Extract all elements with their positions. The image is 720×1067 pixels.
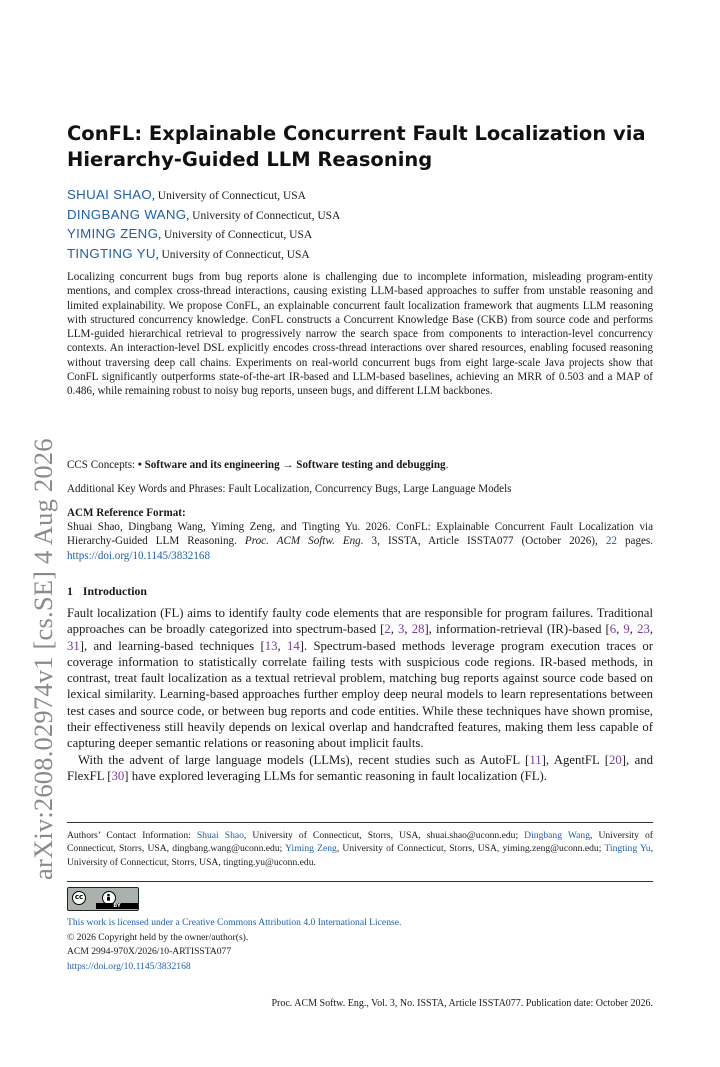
cc-icon: cc [72, 891, 86, 905]
doi-link[interactable]: https://doi.org/10.1145/3832168 [67, 549, 210, 562]
page-footer: Proc. ACM Softw. Eng., Vol. 3, No. ISSTA, Article ISSTA077. Publication date: October 2026. [271, 998, 653, 1009]
text-run: ] have explored leveraging LLMs for semantic reasoning in fault localization (FL). [124, 768, 547, 783]
author-list [67, 185, 653, 263]
text-run: ], AgentFL [ [541, 752, 609, 767]
section-title: Introduction [82, 584, 147, 598]
author-entry [67, 224, 653, 244]
author-entry [67, 185, 653, 205]
by-label: BY [96, 903, 138, 909]
text-run: , [616, 622, 624, 637]
introduction-paragraph-2 [67, 752, 653, 785]
author-name: SHUAI SHAO [67, 187, 153, 202]
text-run: , [629, 622, 638, 637]
citation-link[interactable]: 28 [411, 622, 425, 637]
text-run: , University of Connecticut, Storrs, USA, yiming.zeng@uconn.edu; [336, 843, 605, 855]
title-line-1: ConFL: Explainable Concurrent Fault Localization via [67, 122, 646, 145]
acm-id-line: ACM 2994-970X/2026/10-ARTISSTA077 [67, 946, 232, 957]
author-name: YIMING ZENG [67, 226, 159, 241]
author-affiliation: , University of Connecticut, USA [155, 248, 310, 261]
author-affiliation: , University of Connecticut, USA [186, 209, 341, 222]
creative-commons-badge[interactable] [67, 887, 139, 911]
author-link[interactable]: Dingbang Wang [524, 830, 591, 841]
author-link[interactable]: Tingting Yu [604, 843, 651, 855]
acm-reference-text-3: pages. [616, 535, 654, 548]
ccs-concept: Software and its engineering → Software testing and debugging [144, 459, 446, 471]
text-run: Fault localization (FL) aims to identify faulty code elements that are responsible for program failures. Traditional approaches can be broadly categorized into spectrum-based [ [67, 606, 653, 637]
text-run: , [649, 622, 653, 637]
text-run: , [277, 638, 287, 653]
citation-link[interactable]: 14 [286, 638, 300, 653]
license-rule [67, 881, 653, 882]
citation-link[interactable]: 2 [384, 622, 391, 637]
text-run: , [390, 622, 399, 637]
title-line-2: Hierarchy-Guided LLM Reasoning [67, 148, 433, 171]
paper-title [67, 121, 653, 173]
pages-link[interactable]: 22 [605, 535, 617, 548]
ccs-concepts [67, 458, 653, 472]
citation-link[interactable]: 30 [111, 768, 125, 783]
acm-reference-text: Shuai Shao, Dingbang Wang, Yiming Zeng, and Tingting Yu. 2026. ConFL: Explainable Concurrent Fault Localization via Hierarchy-Guided LLM Reasoning. [67, 521, 653, 548]
author-entry [67, 244, 653, 264]
author-affiliation: , University of Connecticut, USA [152, 190, 306, 202]
ccs-bullet: • [137, 459, 145, 471]
author-link[interactable]: Yiming Zeng [285, 843, 337, 855]
author-name: DINGBANG WANG [67, 206, 187, 222]
ccs-label: CCS Concepts: [67, 459, 138, 471]
text-run: , University of Connecticut, Storrs, USA, shuai.shao@uconn.edu; [243, 830, 525, 841]
keywords: Additional Key Words and Phrases: Fault Localization, Concurrency Bugs, Large Language Models [67, 483, 512, 495]
acm-reference-text-2: 3, ISSTA, Article ISSTA077 (October 2026), [363, 535, 606, 548]
text-run: ]. Spectrum-based methods leverage program execution traces or coverage information to statistically correlate failing tests with suspicious code regions. IR-based methods, in contrast, treat fault localization as a textual retrieval problem, matching bug reports against source code based on lexical similarity. Learning-based approaches further employ deep neural models to learn representations between test cases and source code, or between bug reports and code entities. While these techniques have shown promise, their effectiveness still heavily depends on lexical overlap and handcrafted features, making them less capable of capturing deeper semantic relations or reasoning about implicit faults. [67, 638, 653, 751]
text-run: ], information-retrieval (IR)-based [ [424, 622, 610, 637]
introduction-body [67, 605, 653, 784]
text-run: , University of Connecticut, Storrs, USA, tingting.yu@uconn.edu. [67, 843, 654, 868]
text-run: With the advent of large language models (LLMs), recent studies such as AutoFL [ [78, 752, 530, 767]
citation-link[interactable]: 11 [529, 752, 542, 767]
introduction-paragraph-1 [67, 605, 653, 752]
section-number: 1 [67, 584, 73, 598]
citation-link[interactable]: 23 [637, 622, 650, 637]
citation-link[interactable]: 3 [398, 622, 405, 637]
arxiv-sidebar-stamp: arXiv:2608.02974v1 [cs.SE] 4 Aug 2026 [28, 438, 58, 880]
section-heading [67, 584, 147, 599]
citation-link[interactable]: 9 [623, 622, 630, 637]
abstract: Localizing concurrent bugs from bug reports alone is challenging due to incomplete information, misleading program-entity mentions, and complex cross-thread interactions, causing existing LLM-based approaches to suffer from unstable reasoning and limited explainability. We propose ConFL, an explainable concurrent fault localization framework that augments LLM reasoning with structured concurrency knowledge. ConFL constructs a Concurrent Knowledge Base (CKB) from source code and performs LLM-guided hierarchical retrieval to progressively narrow the search space from components to interaction-level concurrency contexts. An interaction-level DSL explicitly encodes cross-thread interactions over shared resources, enabling focused reasoning without traversing deep call chains. Experiments on real-world concurrent bugs from eight large-scale Java projects show that ConFL significantly outperforms state-of-the-art IR-based and LLM-based baselines, achieving an MRR of 0.503 and a MAP of 0.486, while remaining robust to noisy bug reports, unseen bugs, and different LLM backbones. [67, 271, 653, 398]
text-run: , [404, 622, 412, 637]
citation-link[interactable]: 31 [67, 638, 80, 653]
text-run: , University of Connecticut, Storrs, USA, dingbang.wang@uconn.edu; [67, 830, 653, 855]
text-run: ], and learning-based techniques [ [79, 638, 265, 653]
copyright-line: © 2026 Copyright held by the owner/author(s). [67, 931, 249, 943]
citation-link[interactable]: 20 [608, 752, 622, 767]
acm-reference-heading: ACM Reference Format: [67, 507, 186, 519]
license-doi-link[interactable]: https://doi.org/10.1145/3832168 [67, 960, 191, 972]
footnote-rule [67, 822, 653, 823]
person-icon-glyph [103, 892, 114, 903]
citation-link[interactable]: 13 [264, 638, 278, 653]
citation-link[interactable]: 6 [609, 622, 617, 637]
author-contact-information [67, 829, 653, 869]
ccs-end: . [445, 459, 449, 471]
text-run: Authors’ Contact Information: [67, 830, 197, 841]
author-entry [67, 205, 653, 225]
license-block [67, 916, 653, 974]
author-link[interactable]: Shuai Shao [196, 830, 244, 841]
acm-reference [67, 520, 653, 563]
acm-reference-journal: Proc. ACM Softw. Eng. [244, 535, 364, 548]
text-run: ], and FlexFL [ [67, 752, 653, 783]
author-name: TINGTING YU [67, 245, 156, 261]
author-affiliation: , University of Connecticut, USA [158, 229, 313, 241]
license-link[interactable]: This work is licensed under a Creative Commons Attribution 4.0 International License. [67, 917, 402, 928]
